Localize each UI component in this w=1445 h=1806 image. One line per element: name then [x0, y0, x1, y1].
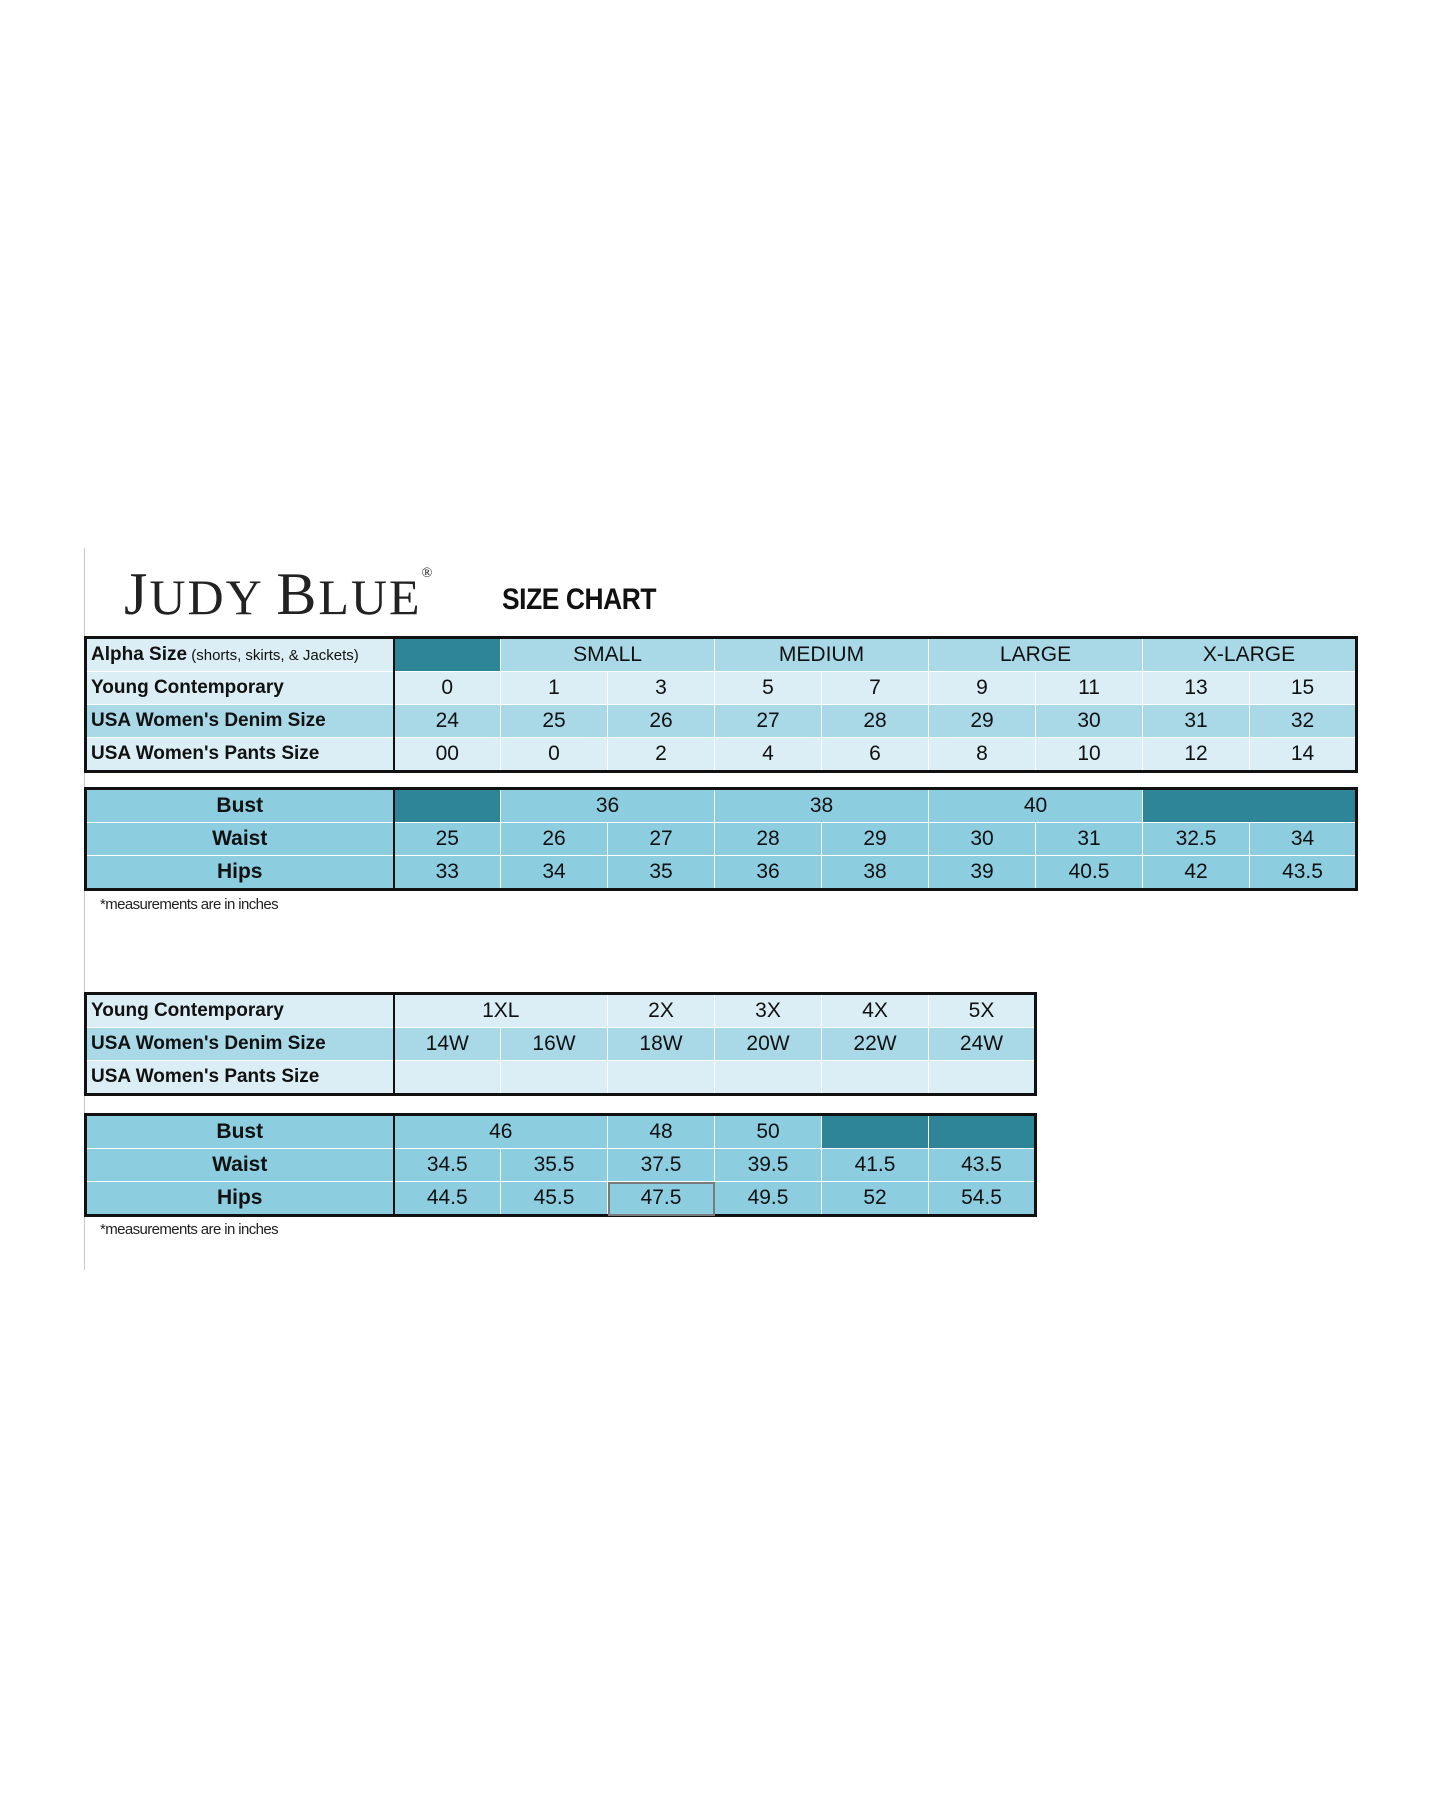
cell: 34 [1250, 823, 1357, 856]
cell: 42 [1143, 856, 1250, 890]
cell: 33 [394, 856, 501, 890]
row-alpha-size [86, 638, 1357, 672]
cell: 25 [501, 705, 608, 738]
row-young-contemporary [86, 672, 1357, 705]
cell: 34.5 [394, 1149, 501, 1182]
cell: 4 [715, 738, 822, 772]
cell: 34 [501, 856, 608, 890]
cell: 3 [608, 672, 715, 705]
cell: 28 [715, 823, 822, 856]
row-young-contemporary [86, 994, 1036, 1028]
cell: 39 [929, 856, 1036, 890]
row-hips [86, 1182, 1036, 1216]
cell: 5 [715, 672, 822, 705]
measurement-note: *measurements are in inches [100, 896, 279, 913]
row-bust [86, 789, 1357, 823]
cell: 7 [822, 672, 929, 705]
label-bust: Bust [86, 789, 394, 823]
brand-logo: JUDY BLUE® [124, 561, 435, 627]
cell: 29 [929, 705, 1036, 738]
measurement-note: *measurements are in inches [100, 1221, 279, 1238]
cell: 27 [715, 705, 822, 738]
cell: 44.5 [394, 1182, 501, 1216]
cell: 54.5 [929, 1182, 1036, 1216]
cell-empty [608, 1061, 715, 1095]
cell: 12 [1143, 738, 1250, 772]
cell: 22W [822, 1028, 929, 1061]
cell-empty [715, 1061, 822, 1095]
label-waist: Waist [86, 823, 394, 856]
size-table-plus [84, 992, 1037, 1096]
cell: 36 [501, 789, 715, 823]
cell: 9 [929, 672, 1036, 705]
cell-alpha-medium: MEDIUM [715, 638, 929, 672]
cell: 43.5 [1250, 856, 1357, 890]
row-hips [86, 856, 1357, 890]
row-waist [86, 1149, 1036, 1182]
cell: 0 [501, 738, 608, 772]
cell-empty [501, 1061, 608, 1095]
cell: 0 [394, 672, 501, 705]
cell: 30 [929, 823, 1036, 856]
cell-alpha-small: SMALL [501, 638, 715, 672]
cell: 2 [608, 738, 715, 772]
cell-empty [929, 1061, 1036, 1095]
label-young-contemporary: Young Contemporary [86, 672, 394, 705]
cell: 41.5 [822, 1149, 929, 1182]
cell: 26 [608, 705, 715, 738]
cell: 5X [929, 994, 1036, 1028]
cell: 52 [822, 1182, 929, 1216]
row-denim-size [86, 1028, 1036, 1061]
cell-empty [822, 1061, 929, 1095]
cell-empty [394, 1061, 501, 1095]
cell-alpha-xlarge: X-LARGE [1143, 638, 1357, 672]
label-alpha-size: Alpha Size (shorts, skirts, & Jackets) [86, 638, 394, 672]
label-pants-size: USA Women's Pants Size [86, 738, 394, 772]
label-bust: Bust [86, 1115, 394, 1149]
cell: 50 [715, 1115, 822, 1149]
cell: 38 [822, 856, 929, 890]
cell: 29 [822, 823, 929, 856]
cell: 24 [394, 705, 501, 738]
cell: 1XL [394, 994, 608, 1028]
row-denim-size [86, 705, 1357, 738]
cell: 40.5 [1036, 856, 1143, 890]
cell-empty [929, 1115, 1036, 1149]
cell: 36 [715, 856, 822, 890]
row-waist [86, 823, 1357, 856]
cell: 20W [715, 1028, 822, 1061]
cell: 11 [1036, 672, 1143, 705]
cell: 14 [1250, 738, 1357, 772]
cell-selected[interactable]: 47.5 [608, 1182, 715, 1216]
label-pants-size: USA Women's Pants Size [86, 1061, 394, 1095]
cell: 2X [608, 994, 715, 1028]
cell: 32 [1250, 705, 1357, 738]
cell: 13 [1143, 672, 1250, 705]
cell: 38 [715, 789, 929, 823]
cell: 18W [608, 1028, 715, 1061]
label-hips: Hips [86, 856, 394, 890]
cell-alpha-large: LARGE [929, 638, 1143, 672]
cell: 27 [608, 823, 715, 856]
label-waist: Waist [86, 1149, 394, 1182]
cell: 37.5 [608, 1149, 715, 1182]
size-table-regular [84, 636, 1358, 773]
cell-empty [394, 789, 501, 823]
cell: 1 [501, 672, 608, 705]
cell: 28 [822, 705, 929, 738]
cell: 35 [608, 856, 715, 890]
cell: 8 [929, 738, 1036, 772]
cell: 6 [822, 738, 929, 772]
cell-empty [822, 1115, 929, 1149]
page-title: SIZE CHART [502, 583, 656, 616]
measurements-table-regular [84, 787, 1358, 891]
label-denim-size: USA Women's Denim Size [86, 1028, 394, 1061]
cell: 10 [1036, 738, 1143, 772]
cell: 40 [929, 789, 1143, 823]
label-young-contemporary: Young Contemporary [86, 994, 394, 1028]
cell: 15 [1250, 672, 1357, 705]
cell: 43.5 [929, 1149, 1036, 1182]
label-denim-size: USA Women's Denim Size [86, 705, 394, 738]
cell-empty [1143, 789, 1357, 823]
cell: 35.5 [501, 1149, 608, 1182]
label-hips: Hips [86, 1182, 394, 1216]
row-pants-size [86, 738, 1357, 772]
cell: 32.5 [1143, 823, 1250, 856]
row-bust [86, 1115, 1036, 1149]
cell: 31 [1143, 705, 1250, 738]
cell: 25 [394, 823, 501, 856]
cell: 24W [929, 1028, 1036, 1061]
measurements-table-plus [84, 1113, 1037, 1217]
cell-empty [394, 638, 501, 672]
cell: 48 [608, 1115, 715, 1149]
cell: 14W [394, 1028, 501, 1061]
cell: 00 [394, 738, 501, 772]
cell: 31 [1036, 823, 1143, 856]
cell: 39.5 [715, 1149, 822, 1182]
cell: 46 [394, 1115, 608, 1149]
cell: 3X [715, 994, 822, 1028]
row-pants-size [86, 1061, 1036, 1095]
cell: 49.5 [715, 1182, 822, 1216]
cell: 26 [501, 823, 608, 856]
cell: 4X [822, 994, 929, 1028]
cell: 16W [501, 1028, 608, 1061]
cell: 30 [1036, 705, 1143, 738]
cell: 45.5 [501, 1182, 608, 1216]
